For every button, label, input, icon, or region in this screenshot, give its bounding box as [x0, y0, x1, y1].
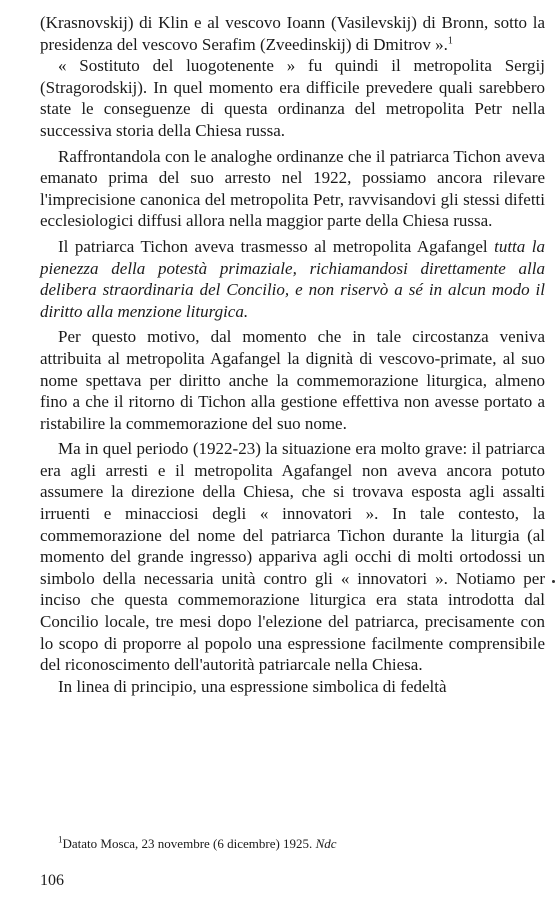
paragraph-3-text: Raffrontandola con le analoghe ordinanze che il patriarca Tichon aveva emanato prima del suo arresto nel 1922, possiamo ancora rilevare l'imprecisione canonica del metropolita Petr, ravvisandovi gli stessi difetti ecclesiologici diffusi allora nella maggior parte della Chiesa russa. [40, 146, 545, 231]
margin-dot [552, 580, 555, 583]
paragraph-3 [40, 146, 545, 232]
paragraph-4-italic: tutta la pienezza della potestà primaziale, richiamandosi direttamente alla delibera straordinaria del Concilio, e non riservò a sé in alcun modo il diritto alla menzione liturgica. [40, 236, 545, 321]
paragraph-2-text: « Sostituto del luogotenente » fu quindi il metropolita Sergij (Stragorodskij). In quel momento era difficile prevedere quali sarebbero state le conseguenze di questa ordinanza del metropolita Petr nella successiva storia della Chiesa russa. [40, 56, 545, 140]
paragraph-2 [40, 55, 545, 141]
page-number: 106 [40, 872, 64, 889]
paragraph-7 [40, 676, 545, 698]
paragraph-7-text: In linea di principio, una espressione simbolica di fedeltà [58, 676, 447, 696]
paragraph-5 [40, 326, 545, 434]
footnote-ref-1: 1 [447, 34, 453, 46]
paragraph-6 [40, 438, 545, 676]
footnote-text: Datato Mosca, 23 novembre (6 dicembre) 1925. [62, 836, 316, 851]
main-text [40, 12, 545, 697]
paragraph-1-text: (Krasnovskij) di Klin e al vescovo Ioann (Vasilevskij) di Bronn, sotto la presidenza del vescovo Serafim (Zveedinskij) di Dmitrov ». [40, 13, 545, 54]
footnote-number: 1 [58, 834, 63, 845]
paragraph-6-text: Ma in quel periodo (1922-23) la situazione era molto grave: il patriarca era agli arresti e il metropolita Agafangel non aveva ancora potuto assumere la direzione della Chiesa, che si trovava esposta agli assalti irruenti e minacciosi degli « innovatori ». In tale contesto, la commemorazione del nome del patriarca Tichon durante la liturgia (al momento del grande ingresso) appariva agli occhi di molti ortodossi un simbolo della necessaria unità contro gli « innovatori ». Notiamo per inciso che questa commemorazione liturgica era stata introdotta dal Concilio locale, tre mesi dopo l'elezione del patriarca, precisamente con lo scopo di proporre al popolo una espressione facilmente comprensibile del riconoscimento dell'autorità patriarcale nella Chiesa. [40, 439, 545, 675]
page-body [40, 12, 545, 697]
footnote-suffix: Ndc [315, 836, 337, 851]
paragraph-1 [40, 12, 545, 55]
paragraph-4 [40, 236, 545, 322]
paragraph-4-text: Il patriarca Tichon aveva trasmesso al metropolita Agafangel [58, 236, 495, 256]
paragraph-5-text: Per questo motivo, dal momento che in tale circostanza veniva attribuita al metropolita Agafangel la dignità di vescovo-primate, al suo nome spettava per diritto anche la commemorazione liturgica, almeno fino a che il ritorno di Tichon alla gestione effettiva non avesse portato a ristabilire la commemorazione del suo nome. [40, 327, 545, 433]
footnote [40, 836, 545, 852]
